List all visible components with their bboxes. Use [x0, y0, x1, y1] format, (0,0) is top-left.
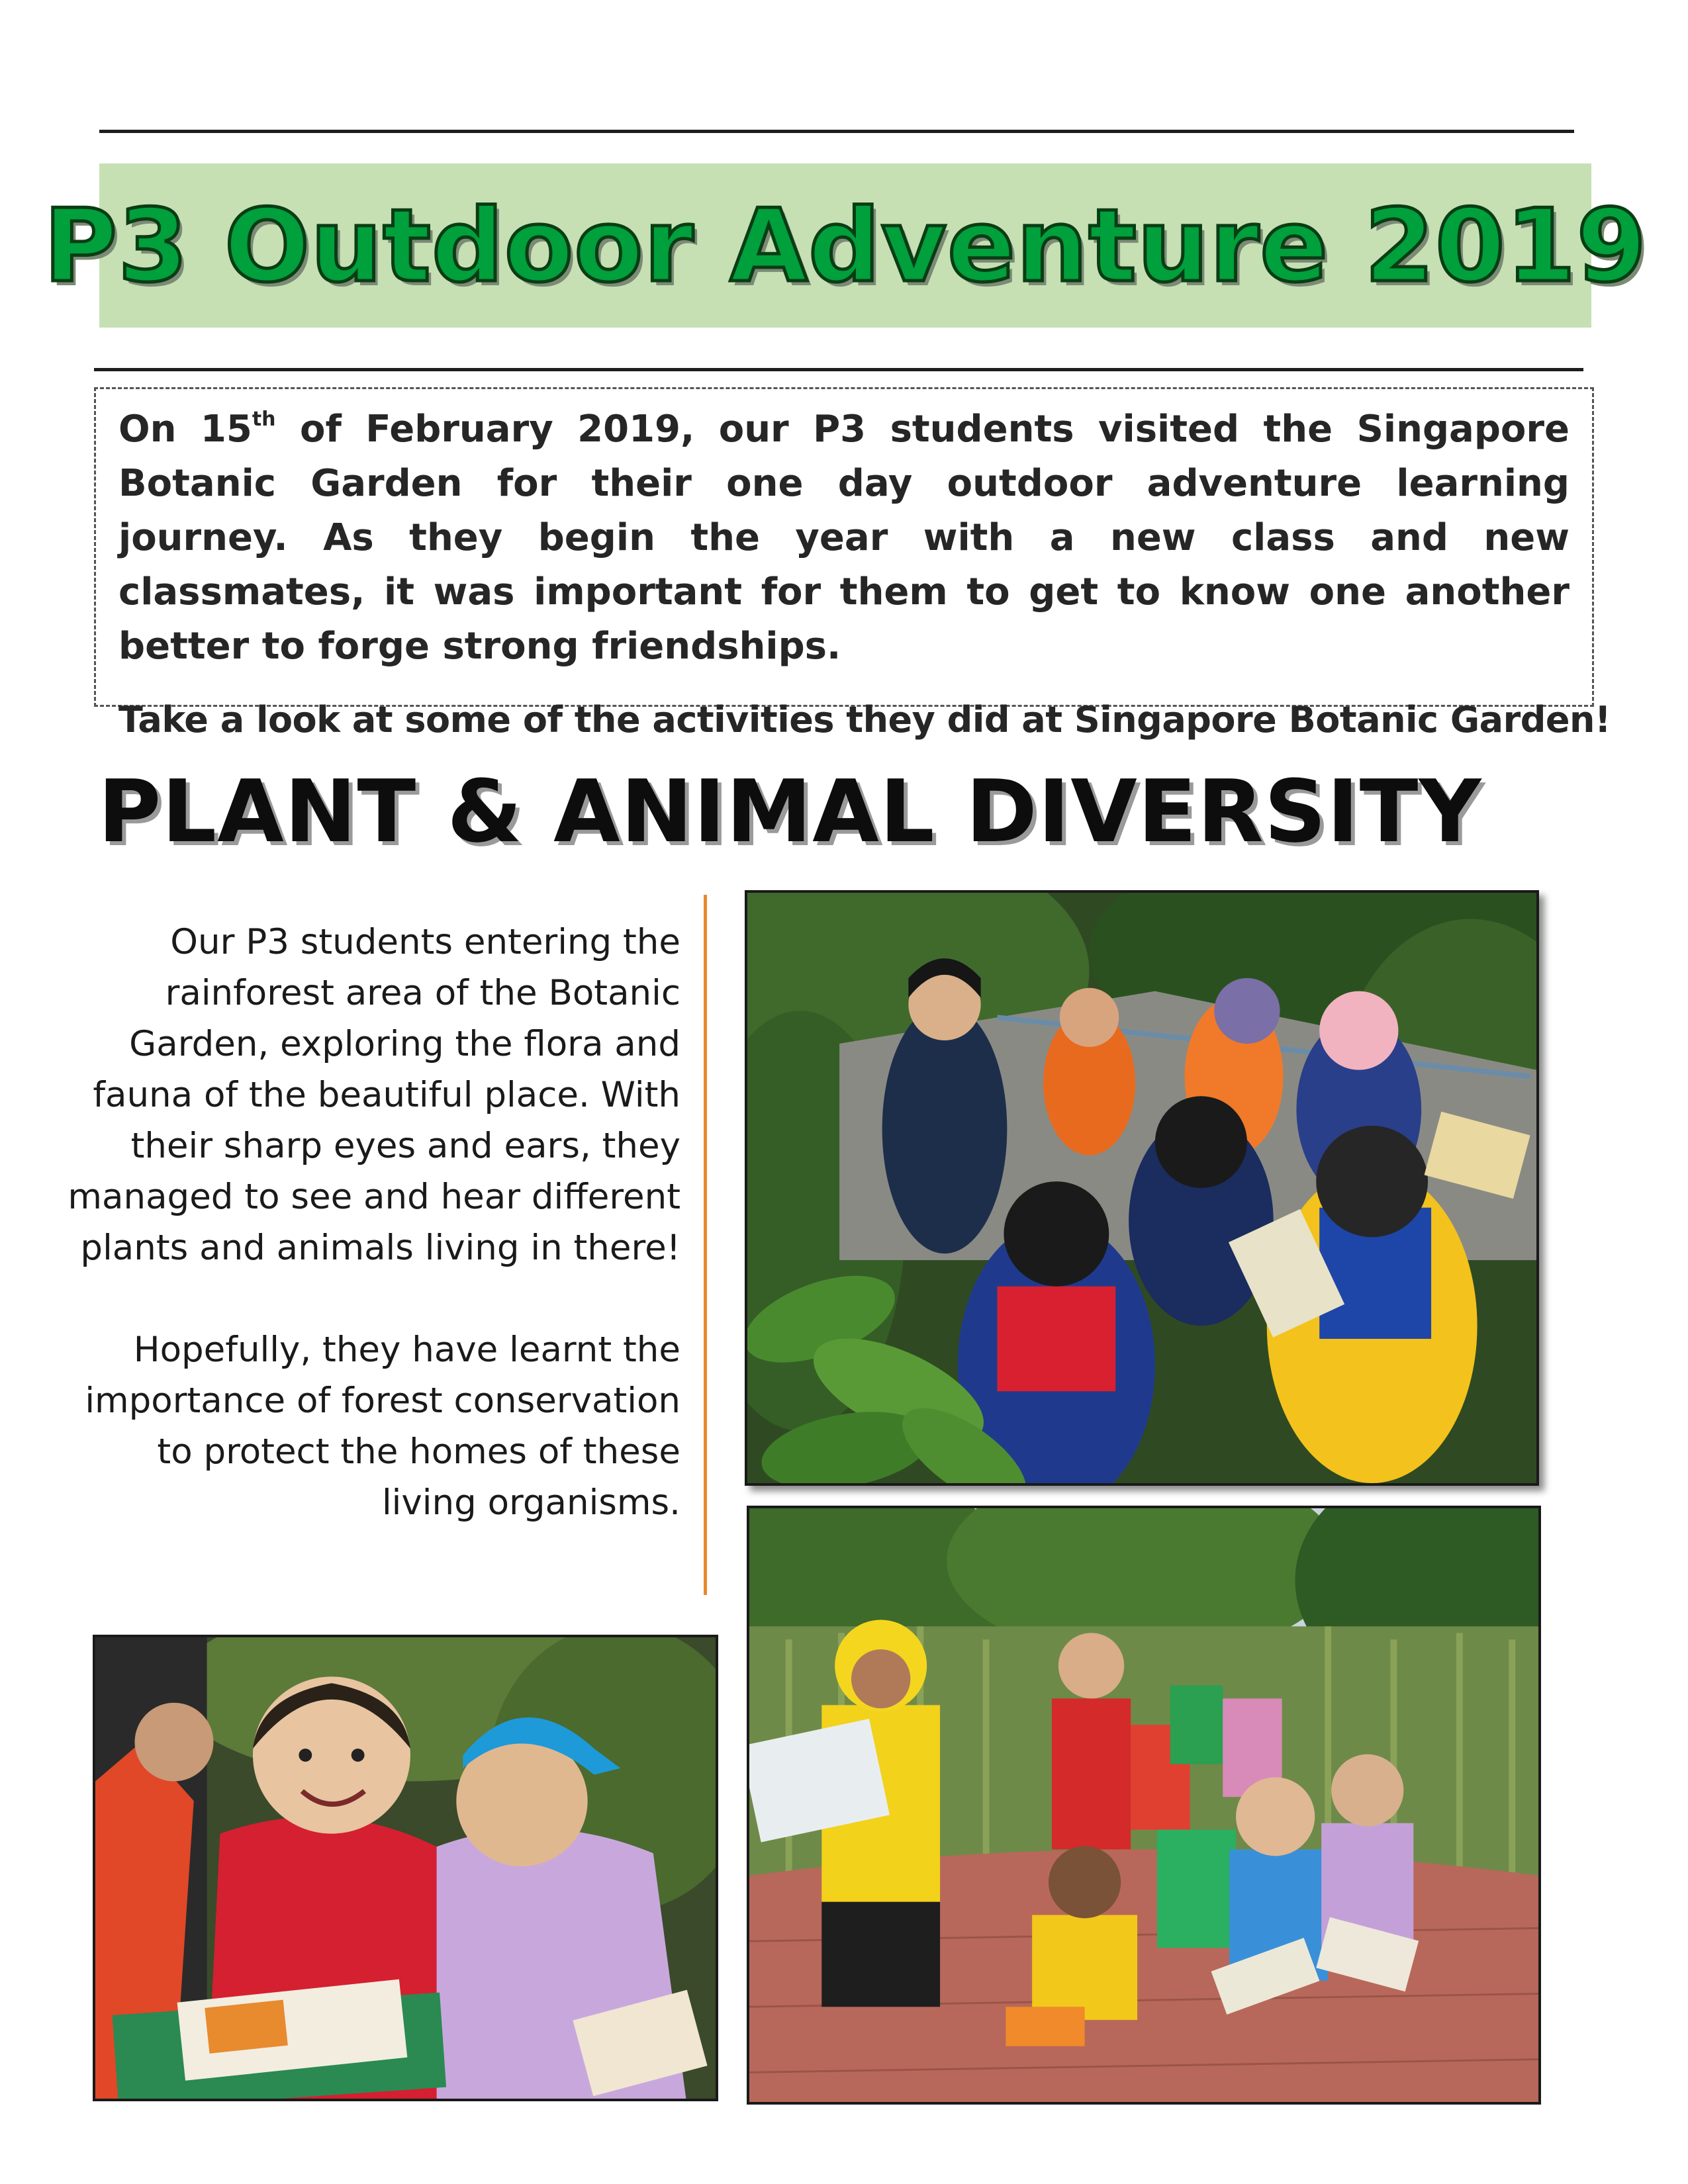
title-banner [43, 163, 1648, 328]
intro-paragraph: On 15th of February 2019, our P3 students visited the Singapore Botanic Garden for their one day outdoor adventure learning journey. As they begin the year with a new class and new classmates, it was important for them to get to know one another better to forge strong friendships. [118, 408, 1570, 668]
intro-callout: Take a look at some of the activities they did at Singapore Botanic Garden! [118, 699, 1611, 741]
intro-box [94, 387, 1611, 741]
accent-divider [704, 895, 707, 1595]
group-garden-photo [747, 1506, 1541, 2105]
section-paragraph-1: Our P3 students entering the rainforest area of the Botanic Garden, exploring the flora and fauna of the beautiful place. With their sharp eyes and ears, they managed to see and hear different plants and animals living in there! [68, 922, 680, 1268]
students-with-teacher-photo [747, 893, 1536, 1483]
section-heading: PLANT & ANIMAL DIVERSITY [98, 761, 1482, 862]
group-in-garden-photo [749, 1508, 1538, 2102]
section-paragraph-2: Hopefully, they have learnt the importance of forest conservation to protect the homes of these living organisms. [85, 1330, 680, 1523]
section-text [66, 917, 680, 1528]
top-rule [99, 130, 1574, 133]
boys-smiling-photo [95, 1637, 716, 2099]
page-title: P3 Outdoor Adventure 2019 [43, 187, 1648, 304]
boys-with-clipboard-photo [93, 1635, 718, 2101]
title-bottom-rule [94, 368, 1583, 371]
rainforest-trail-photo [745, 890, 1539, 1486]
